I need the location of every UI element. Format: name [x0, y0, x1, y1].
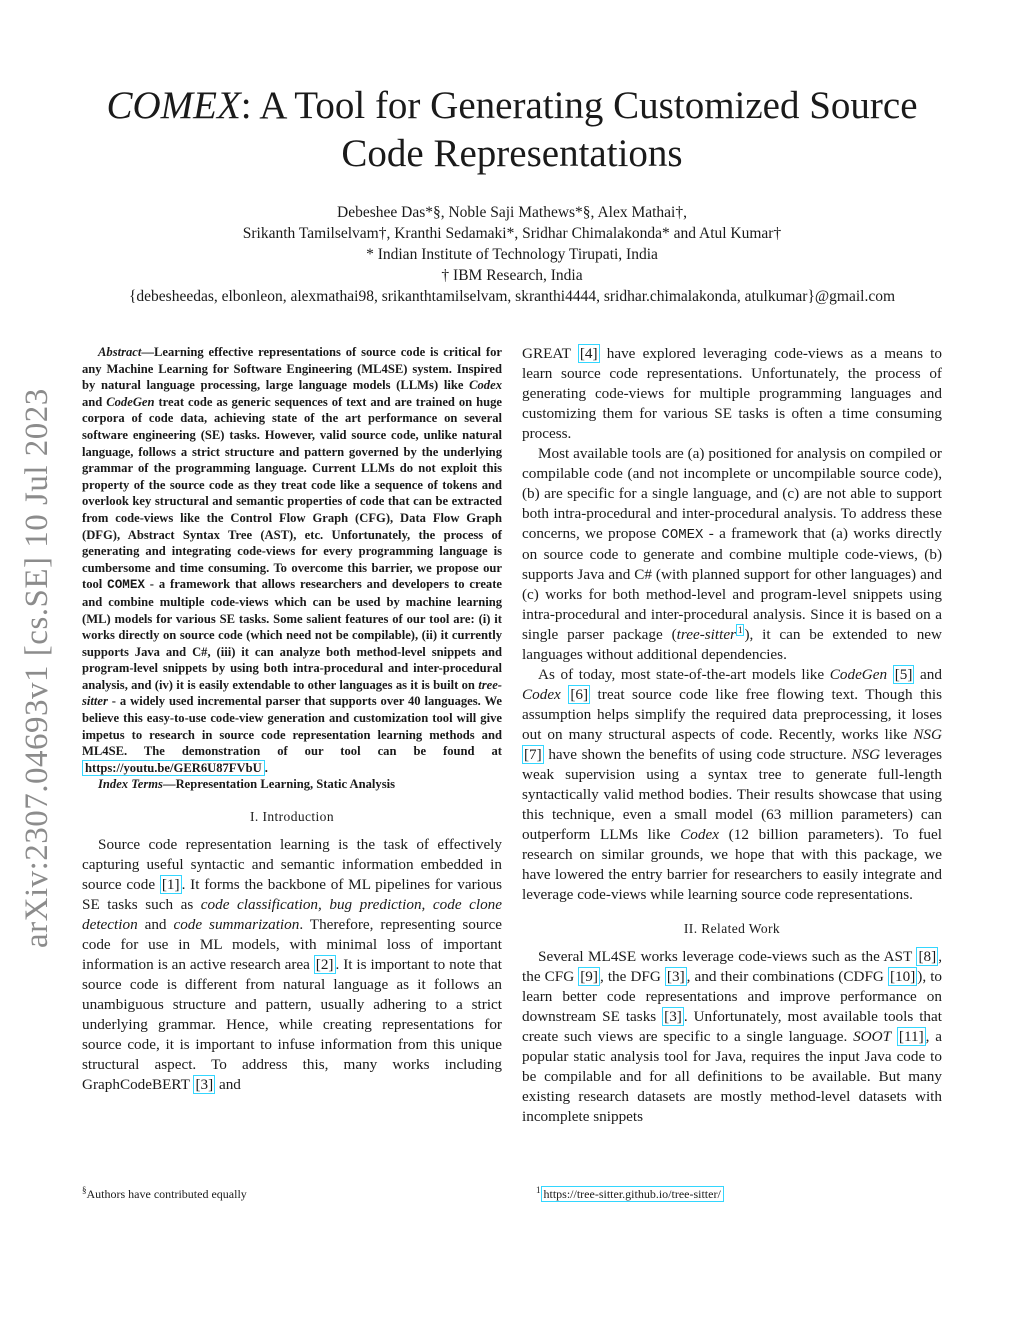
citation-1[interactable]: [1]	[161, 876, 180, 894]
authors-line2: Srikanth Tamilselvam†, Kranthi Sedamaki*, Sridhar Chimalakonda* and Atul Kumar†	[242, 225, 782, 242]
intro-tasks-a: code classification, bug prediction, code clone detection	[82, 896, 502, 934]
rw-text-f: . Unfortunately, most available tools that create such views are specific to a single language.	[522, 1008, 942, 1045]
abstract-text-3: - a framework that allows researchers and developers to create and combine multiple code-views which can be used by machine learning (ML) models for various SE tasks. Some salient features of our tool are: (i) it works directly on source code (which need not be compilable), (ii) it currently supports Java and C#, (iii) it can analyze both method-level snippets and program-level snippets by using both intra-procedural and inter-procedural analysis, and (iv) it is easily extendable to other languages as it is built on	[82, 577, 503, 692]
right-paragraph-3	[522, 665, 942, 905]
abstract	[82, 344, 502, 776]
intro-text-d: . It is important to note that source code is different from natural language as it follows an unambiguous structure and pattern, usually adhering to a strict underlying grammar. Hence, while creating representations for source code, it is important to infuse information from this unique structural aspect. To address this, many works including GraphCodeBERT	[82, 956, 502, 1094]
right-nsg-2: NSG	[851, 746, 881, 763]
right-p1-text-a: GREAT	[522, 345, 578, 362]
section-introduction-heading: I. Introduction	[250, 809, 334, 825]
citation-3b[interactable]: [3]	[666, 968, 685, 985]
citation-7[interactable]: [7]	[524, 746, 542, 763]
footnote-tree-sitter	[536, 1186, 724, 1202]
right-p3-text-a: As of today, most state-of-the-art models like	[538, 666, 830, 683]
rw-text-g: , a popular static analysis tool for Java, requires the input Java code to be compilable and for all definitions to be available. But many existing research datasets are mostly method-level datasets with incomplete snippets	[522, 1028, 942, 1125]
right-codegen: CodeGen	[829, 666, 888, 683]
right-p3-text-e: (12 billion parameters). To fuel research on similar grounds, we hope that with this package, we have lowered the entry barrier for researchers to easily integrate and leverage code-views while learning source code representations.	[522, 826, 942, 903]
citation-8[interactable]: [8]	[918, 948, 937, 965]
citation-4[interactable]: [4]	[579, 345, 598, 362]
right-paragraph-2	[522, 444, 942, 665]
abstract-comex: COMEX	[107, 578, 145, 593]
citation-9[interactable]: [9]	[580, 968, 598, 985]
footnote-equal-text: Authors have contributed equally	[86, 1187, 247, 1201]
right-and: and	[914, 666, 942, 683]
demo-video-link[interactable]: https://youtu.be/GER6U87FVbU	[82, 760, 265, 776]
affiliation-iit: * Indian Institute of Technology Tirupati, India	[366, 246, 658, 263]
tree-sitter-link[interactable]: https://tree-sitter.github.io/tree-sitter/	[541, 1186, 724, 1202]
rw-text-a: Several ML4SE works leverage code-views such as the AST	[538, 948, 917, 965]
right-p2-text-b: - a framework that (a) works directly on source code to generate and combine multiple code-views, (b) supports Java and C# (with planned support for other languages) and (c) works for both method-level and program-level snippets using intra-procedural and inter-procedural analysis. Since it is based on a single parser package (	[522, 525, 942, 643]
citation-6[interactable]: [6]	[570, 686, 589, 703]
right-nsg: NSG	[913, 726, 942, 743]
right-p1-text-b: have explored leveraging code-views as a means to learn source code representations. Unfortunately, the process of generating code-views for multiple programming languages and customizing them for various SE tasks is often a time consuming process.	[522, 345, 942, 442]
footnote-ref-1[interactable]: 1	[737, 624, 743, 635]
abstract-text-2: treat code as generic sequences of text and are trained on huge corpora of code data, achieving state of the art performance on several software engineering (SE) tasks. However, valid source code, unlike natural language, follows a strict structure and pattern governed by the underlying grammar of the programming language. Current LLMs do not exploit this property of the source code as they treat code like a sequence of tokens and overlook key structural and semantic properties of code that can be extracted from code-views like the Control Flow Graph (CFG), Data Flow Graph (DFG), Abstract Syntax Tree (AST), etc. Unfortunately, the process of generating and integrating code-views for every programming language is cumbersome and time consuming. To overcome this barrier, we propose our tool	[82, 394, 502, 592]
rw-soot: SOOT	[853, 1028, 892, 1045]
intro-text-b: . It forms the backbone of ML pipelines for various SE tasks such as	[82, 876, 502, 914]
left-column	[82, 344, 502, 1095]
section-related-work-heading: II. Related Work	[683, 921, 781, 936]
authors-line1: Debeshee Das*§, Noble Saji Mathews*§, Alex Mathai†,	[337, 204, 687, 221]
right-comex: COMEX	[661, 527, 704, 543]
right-codex: Codex	[522, 686, 561, 703]
abstract-codegen: CodeGen	[106, 394, 155, 409]
right-p3-text-c: have shown the benefits of using code structure.	[543, 746, 852, 763]
citation-11[interactable]: [11]	[898, 1028, 924, 1045]
author-block	[60, 202, 964, 307]
footnote-equal-contribution	[82, 1186, 247, 1202]
right-p2-text-a: Most available tools are (a) positioned for analysis on compiled or compilable code (and not incomplete or uncompilable source code), (b) are specific for a single language, and (c) are not able to support both intra-procedural and inter-procedural analysis. To address these concerns, we propose	[522, 445, 942, 542]
intro-text-c: . Therefore, representing source code for use in ML models, with minimal loss of important information is an active research area	[82, 916, 502, 974]
affiliation-ibm: † IBM Research, India	[441, 267, 583, 284]
right-column	[522, 344, 942, 1127]
right-p2-text-c: ), it can be extended to new languages without additional dependencies.	[522, 626, 943, 663]
paper-title	[60, 82, 964, 178]
index-terms-text: —Representation Learning, Static Analysis	[162, 777, 396, 792]
intro-and: and	[137, 916, 174, 934]
right-paragraph-1	[522, 344, 942, 444]
related-work-paragraph	[522, 947, 942, 1127]
intro-text-a: Source code representation learning is the task of effectively capturing useful syntactic and semantic information embedded in source code	[82, 836, 502, 894]
intro-tasks-b: code summarization	[173, 916, 300, 934]
citation-3c[interactable]: [3]	[664, 1008, 682, 1025]
abstract-and: and	[82, 394, 107, 409]
right-space	[887, 666, 893, 683]
index-terms	[82, 776, 502, 793]
introduction-paragraph	[82, 835, 502, 1095]
right-p3-text-b: treat source code like free flowing text. Though this assumption helps simplify the required data preprocessing, it loses out on many structural aspects of code. Recently, works like	[522, 686, 943, 743]
abstract-text-1: —Learning effective representations of source code is critical for any Machine Learning for Software Engineering (ML4SE) system. Inspired by natural language processing, large language models (LLMs) like	[82, 345, 502, 393]
right-tree-sitter: tree-sitter	[676, 626, 736, 643]
footnote-mark-1: 1	[536, 1185, 541, 1195]
citation-3[interactable]: [3]	[195, 1076, 214, 1094]
title-tool-name: COMEX	[106, 84, 241, 127]
rw-text-d: , and their combinations (CDFG	[686, 968, 888, 985]
abstract-text-4: - a widely used incremental parser that supports over 40 languages. We believe this easy-to-use code-view generation and customization tool will give impetus to research in source code representation learning methods and ML4SE. The demonstration of our tool can be found at	[82, 694, 502, 759]
title-line2: Code Representations	[341, 132, 683, 175]
right-p3-text-d: leverages weak supervision using a syntax tree to generate full-length syntactically valid method bodies. Their results showcase that using this technique, even a small model (63 million parameters) can outperform LLMs like	[522, 746, 942, 843]
citation-5[interactable]: [5]	[894, 666, 913, 683]
footnote-mark-section: §	[82, 1185, 87, 1195]
abstract-tree-sitter: tree-sitter	[82, 677, 502, 709]
citation-10[interactable]: [10]	[889, 968, 916, 985]
arxiv-identifier: arXiv:2307.04693v1 [cs.SE] 10 Jul 2023	[19, 388, 55, 948]
rw-text-e: ), to learn better code representations and improve performance on downstream SE tasks	[522, 968, 943, 1025]
intro-text-e: and	[215, 1076, 241, 1094]
author-emails: {debesheedas, elbonleon, alexmathai98, srikanthtamilselvam, skranthi4444, sridhar.chimalakonda, atulkumar}@gmail.com	[128, 288, 896, 305]
abstract-end: .	[264, 760, 268, 775]
title-line1: : A Tool for Generating Customized Source	[240, 84, 918, 127]
abstract-codex: Codex	[469, 378, 502, 393]
citation-2[interactable]: [2]	[315, 956, 334, 974]
index-terms-label: Index Terms	[98, 777, 163, 792]
abstract-label: Abstract	[98, 345, 142, 359]
rw-text-b: , the CFG	[522, 948, 942, 985]
right-codex-2: Codex	[680, 826, 719, 843]
rw-text-c: , the DFG	[599, 968, 665, 985]
